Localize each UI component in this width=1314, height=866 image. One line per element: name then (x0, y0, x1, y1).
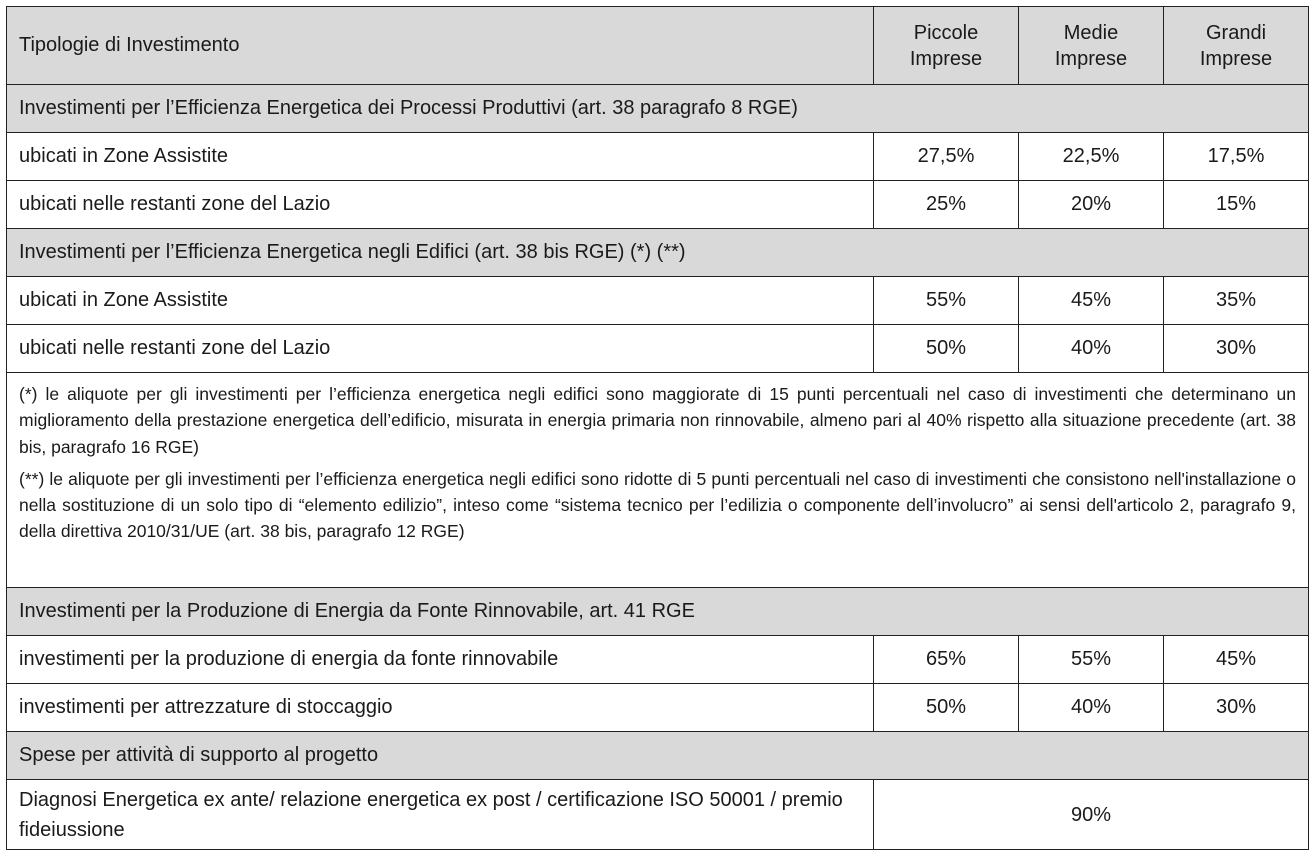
footnote-single-star: (*) le aliquote per gli investimenti per l’efficienza energetica negli edifici sono maggiorate di 15 punti percentuali nel caso di investimenti che determinano un miglioramento della prestazione energetica dell’edificio, misurata in energia primaria non rinnovabile, almeno pari al 40% rispetto alla situazione precedente (art. 38 bis, paragrafo 16 RGE) (19, 384, 1296, 457)
section-title: Spese per attività di supporto al progetto (7, 732, 1309, 780)
rate-grandi: 15% (1164, 181, 1309, 229)
table-row (7, 133, 1309, 181)
section-row (7, 85, 1309, 133)
rate-piccole: 65% (874, 636, 1019, 684)
rate-piccole: 50% (874, 684, 1019, 732)
section-row (7, 732, 1309, 780)
rate-piccole: 27,5% (874, 133, 1019, 181)
header-piccole: Piccole Imprese (874, 7, 1019, 85)
row-label: ubicati in Zone Assistite (7, 277, 874, 325)
rate-piccole: 25% (874, 181, 1019, 229)
rate-medie: 40% (1019, 684, 1164, 732)
table-row (7, 277, 1309, 325)
header-grandi: Grandi Imprese (1164, 7, 1309, 85)
rate-piccole: 50% (874, 325, 1019, 373)
rate-medie: 40% (1019, 325, 1164, 373)
section-row (7, 588, 1309, 636)
rate-all-sizes: 90% (874, 780, 1309, 850)
row-label: investimenti per la produzione di energia da fonte rinnovabile (7, 636, 874, 684)
table-row (7, 684, 1309, 732)
aid-rates-table (6, 6, 1309, 850)
row-label: investimenti per attrezzature di stoccaggio (7, 684, 874, 732)
rate-piccole: 55% (874, 277, 1019, 325)
header-tipologie: Tipologie di Investimento (7, 7, 874, 85)
table-row (7, 636, 1309, 684)
row-label: ubicati in Zone Assistite (7, 133, 874, 181)
rate-medie: 55% (1019, 636, 1164, 684)
rate-grandi: 17,5% (1164, 133, 1309, 181)
header-medie: Medie Imprese (1019, 7, 1164, 85)
row-label: ubicati nelle restanti zone del Lazio (7, 181, 874, 229)
rate-medie: 45% (1019, 277, 1164, 325)
rate-grandi: 45% (1164, 636, 1309, 684)
rate-grandi: 30% (1164, 684, 1309, 732)
rate-medie: 22,5% (1019, 133, 1164, 181)
section-title: Investimenti per l’Efficienza Energetica negli Edifici (art. 38 bis RGE) (*) (**) (7, 229, 1309, 277)
rate-grandi: 35% (1164, 277, 1309, 325)
table-row (7, 181, 1309, 229)
section-row (7, 229, 1309, 277)
footnote-double-star: (**) le aliquote per gli investimenti per l’efficienza energetica negli edifici sono ridotte di 5 punti percentuali nel caso di investimenti che consistono nell'installazione o nella sostituzione di un solo tipo di “elemento edilizio”, inteso come “sistema tecnico per l’edilizia o componente dell’involucro” ai sensi dell'articolo 2, paragrafo 9, della direttiva 2010/31/UE (art. 38 bis, paragrafo 12 RGE) (19, 468, 1296, 542)
rate-grandi: 30% (1164, 325, 1309, 373)
header-row (7, 7, 1309, 85)
table-row (7, 325, 1309, 373)
section-title: Investimenti per l’Efficienza Energetica dei Processi Produttivi (art. 38 paragrafo 8 RGE) (7, 85, 1309, 133)
section-title: Investimenti per la Produzione di Energia da Fonte Rinnovabile, art. 41 RGE (7, 588, 1309, 636)
footnotes (7, 373, 1309, 588)
row-label: Diagnosi Energetica ex ante/ relazione energetica ex post / certificazione ISO 50001 / premio fideiussione (7, 780, 874, 850)
rate-medie: 20% (1019, 181, 1164, 229)
table-row (7, 780, 1309, 850)
row-label: ubicati nelle restanti zone del Lazio (7, 325, 874, 373)
notes-row (7, 373, 1309, 588)
